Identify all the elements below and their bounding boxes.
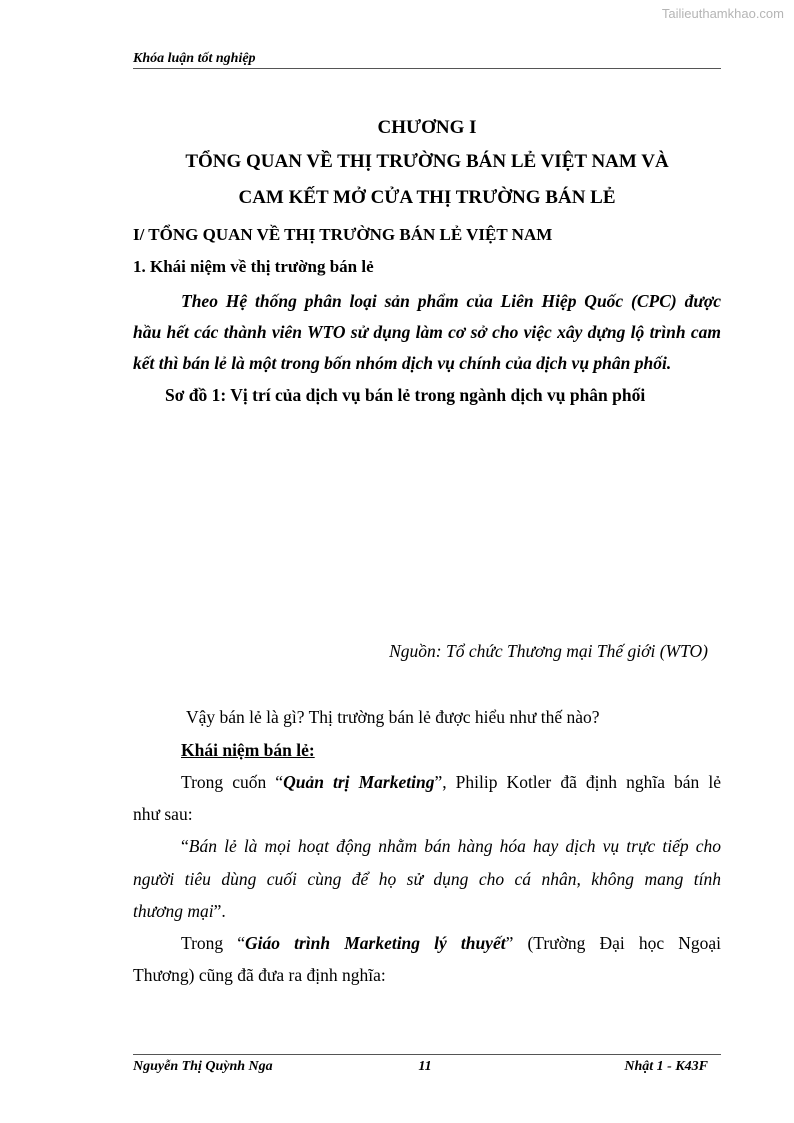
footer-class: Nhật 1 - K43F — [624, 1059, 708, 1074]
header-rule — [133, 68, 721, 69]
textbook-line-2: Thương) cũng đã đưa ra định nghĩa: — [133, 965, 386, 985]
quote-line-3 — [133, 901, 721, 922]
definition-heading-text: Khái niệm bán lẻ: — [181, 740, 315, 760]
footer-author: Nguyễn Thị Quỳnh Nga — [133, 1059, 273, 1074]
kotler-line-1 — [133, 772, 721, 793]
textbook-pre: Trong “ — [181, 933, 246, 953]
question-text: Vậy bán lẻ là gì? Thị trường bán lẻ được hiểu như thế nào? — [186, 707, 600, 727]
textbook-book-title: Giáo trình Marketing lý thuyết — [245, 933, 506, 953]
quote-line-2: người tiêu dùng cuối cùng để họ sử dụng cho cá nhân, không mang tính — [133, 869, 721, 889]
chapter-title-line2: CAM KẾT MỞ CỬA THỊ TRƯỜNG BÁN LẺ — [238, 187, 616, 208]
kotler-line-2: như sau: — [133, 804, 193, 824]
diagram-area — [133, 420, 721, 630]
definition-heading — [181, 740, 721, 761]
quote-line-1 — [133, 836, 721, 857]
watermark: Tailieuthamkhao.com — [661, 6, 784, 21]
kotler-pre: Trong cuốn “ — [181, 772, 284, 792]
intro-line-3: kết thì bán lẻ là một trong bốn nhóm dịch vụ chính của dịch vụ phân phối. — [133, 353, 672, 373]
intro-line-2: hầu hết các thành viên WTO sử dụng làm cơ sở cho việc xây dựng lộ trình cam — [133, 322, 721, 342]
subsection-heading: 1. Khái niệm về thị trường bán lẻ — [133, 257, 374, 276]
diagram-caption: Sơ đồ 1: Vị trí của dịch vụ bán lẻ trong ngành dịch vụ phân phối — [165, 385, 646, 405]
textbook-post: ” (Trường Đại học Ngoại — [505, 933, 721, 953]
intro-line-1: Theo Hệ thống phân loại sản phẩm của Liên Hiệp Quốc (CPC) được — [181, 291, 721, 311]
section-heading: I/ TỔNG QUAN VỀ THỊ TRƯỜNG BÁN LẺ VIỆT NAM — [133, 225, 553, 244]
footer-rule — [133, 1054, 721, 1055]
chapter-number: CHƯƠNG I — [377, 117, 477, 138]
quote-text-1: Bán lẻ là mọi hoạt động nhằm bán hàng hóa hay dịch vụ trực tiếp cho — [188, 836, 721, 856]
chapter-title-line1: TỔNG QUAN VỀ THỊ TRƯỜNG BÁN LẺ VIỆT NAM VÀ — [185, 151, 669, 172]
kotler-post: ”, Philip Kotler đã định nghĩa bán lẻ — [434, 772, 722, 792]
textbook-line-1 — [133, 933, 721, 954]
quote-open: “ — [181, 836, 189, 856]
diagram-source: Nguồn: Tổ chức Thương mại Thế giới (WTO) — [389, 641, 708, 661]
quote-close: ”. — [213, 901, 226, 921]
header-title: Khóa luận tốt nghiệp — [133, 51, 256, 66]
kotler-book-title: Quản trị Marketing — [283, 772, 435, 792]
quote-text-3: thương mại — [133, 901, 214, 921]
footer-page-number: 11 — [418, 1059, 432, 1074]
